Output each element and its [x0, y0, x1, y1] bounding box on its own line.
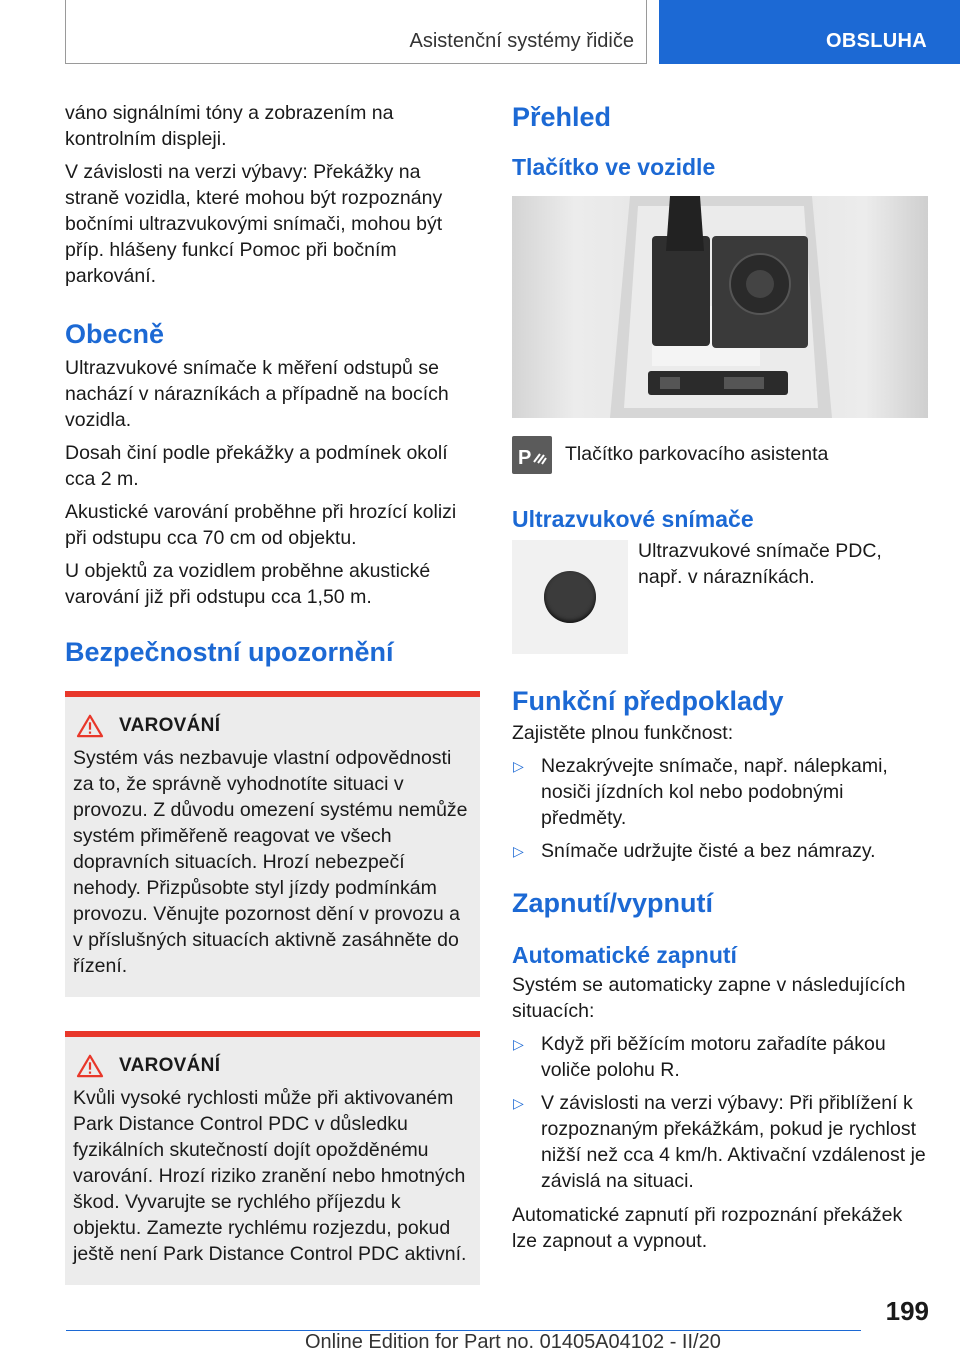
- svg-text:P: P: [518, 447, 532, 469]
- prereq-list: [512, 753, 930, 864]
- section-title: Asistenční systémy řidiče: [409, 30, 634, 52]
- chapter-tab[interactable]: [659, 0, 960, 64]
- warning-text-1: Systém vás nezbavuje vlastní odpovědnosti za to, že správně vyhodnotíte situaci v provozu. Z důvodu omezení systému nemůže systém přiměřeně reagovat ve všech dopravních situacích. Hrozí nebezpečí nehody. Přizpůsobte styl jízdy podmínkám provozu. Věnujte pozornost dění v provozu a v příslušných situacích aktivně zasáhněte do řízení.: [73, 747, 468, 977]
- general-paragraph-2: Dosah činí podle překážky a podmínek okolí cca 2 m.: [65, 442, 448, 490]
- bullet-triangle-icon: ▷: [513, 1095, 524, 1111]
- bullet-triangle-icon: ▷: [513, 843, 524, 859]
- warning-label-2: VAROVÁNÍ: [119, 1055, 221, 1076]
- prereq-intro: Zajistěte plnou funkčnost:: [512, 722, 734, 744]
- prereq-heading: Funkční předpoklady: [512, 686, 784, 716]
- warning-text-2: Kvůli vysoké rychlosti může při aktivovaném Park Distance Control PDC v důsledku fyzikálních skutečností dojít opožděnému varování. Hrozí riziko zranění nebo hmotných škod. Vyvarujte se rychlého příjezdu k objektu. Zamezte rychlému rozjezdu, pokud ještě není Park Distance Control PDC aktivní.: [73, 1087, 467, 1265]
- sensors-caption: Ultrazvukové snímače PDC, např. v nárazníkách.: [638, 540, 882, 588]
- page-number: 199: [885, 1296, 929, 1326]
- list-item: ▷ Snímače udržujte čisté a bez námrazy.: [513, 840, 876, 862]
- left-column: [65, 100, 480, 1285]
- edition-text: Online Edition for Part no. 01405A04102 - II/20: [305, 1331, 721, 1353]
- safety-heading: Bezpečnostní upozornění: [65, 637, 394, 667]
- button-caption-text: Tlačítko parkovacího asistenta: [565, 443, 829, 465]
- general-heading: Obecně: [65, 319, 165, 349]
- warning-box-1: [65, 691, 480, 997]
- onoff-heading: Zapnutí/vypnutí: [512, 888, 713, 918]
- button-heading: Tlačítko ve vozidle: [512, 154, 716, 180]
- bullet-triangle-icon: ▷: [513, 1036, 524, 1052]
- intro-paragraph-1: váno signálními tóny a zobrazením na kontrolním displeji.: [65, 102, 394, 150]
- sensors-heading: Ultrazvukové snímače: [512, 506, 754, 532]
- list-item: ▷ Nezakrývejte snímače, např. nálepkami, nosiči jízdních kol nebo podobnými předměty.: [513, 755, 888, 829]
- bullet-triangle-icon: ▷: [513, 758, 524, 774]
- list-item: ▷ V závislosti na verzi výbavy: Při přiblížení k rozpoznaným překážkám, pokud je rychlost nižší než cca 4 km/h. Aktivační vzdálenost je závislá na situaci.: [513, 1092, 926, 1192]
- park-assist-button-icon: [512, 436, 552, 474]
- center-console-image: [512, 196, 928, 418]
- general-paragraph-1: Ultrazvukové snímače k měření odstupů se nachází v nárazníkách a případně na bocích vozidla.: [65, 357, 449, 431]
- warning-triangle-icon: [75, 1054, 105, 1078]
- overview-heading: Přehled: [512, 102, 612, 132]
- general-paragraph-3: Akustické varování proběhne při hrozící kolizi při odstupu cca 70 cm od objektu.: [65, 501, 457, 549]
- auto-heading: Automatické zapnutí: [512, 942, 737, 968]
- auto-intro: Systém se automaticky zapne v následujících situacích:: [512, 974, 906, 1022]
- header-section-box: [65, 0, 647, 64]
- warning-box-2: [65, 1031, 480, 1285]
- warning-label-1: VAROVÁNÍ: [119, 715, 221, 736]
- intro-paragraph-2: V závislosti na verzi výbavy: Překážky na straně vozidla, které mohou být rozpoznány bočními ultrazvukovými snímači, mohou být příp. hlášeny funkcí Pomoc při bočním parkování.: [65, 161, 443, 287]
- sensor-icon: [544, 571, 596, 623]
- sensor-row: [512, 540, 930, 654]
- list-item: ▷ Když při běžícím motoru zařadíte pákou voliče polohu R.: [513, 1033, 886, 1081]
- center-console-illustration: [512, 196, 928, 418]
- general-paragraph-4: U objektů za vozidlem proběhne akustické varování již při odstupu cca 1,50 m.: [65, 560, 431, 608]
- ultrasonic-sensor-image: [512, 540, 628, 654]
- chapter-tab-label: OBSLUHA: [826, 30, 927, 52]
- right-column: [512, 100, 930, 1261]
- auto-list: [512, 1031, 930, 1194]
- warning-triangle-icon: [75, 714, 105, 738]
- button-caption: [512, 436, 930, 474]
- auto-outro: Automatické zapnutí při rozpoznání překážek lze zapnout a vypnout.: [512, 1204, 903, 1252]
